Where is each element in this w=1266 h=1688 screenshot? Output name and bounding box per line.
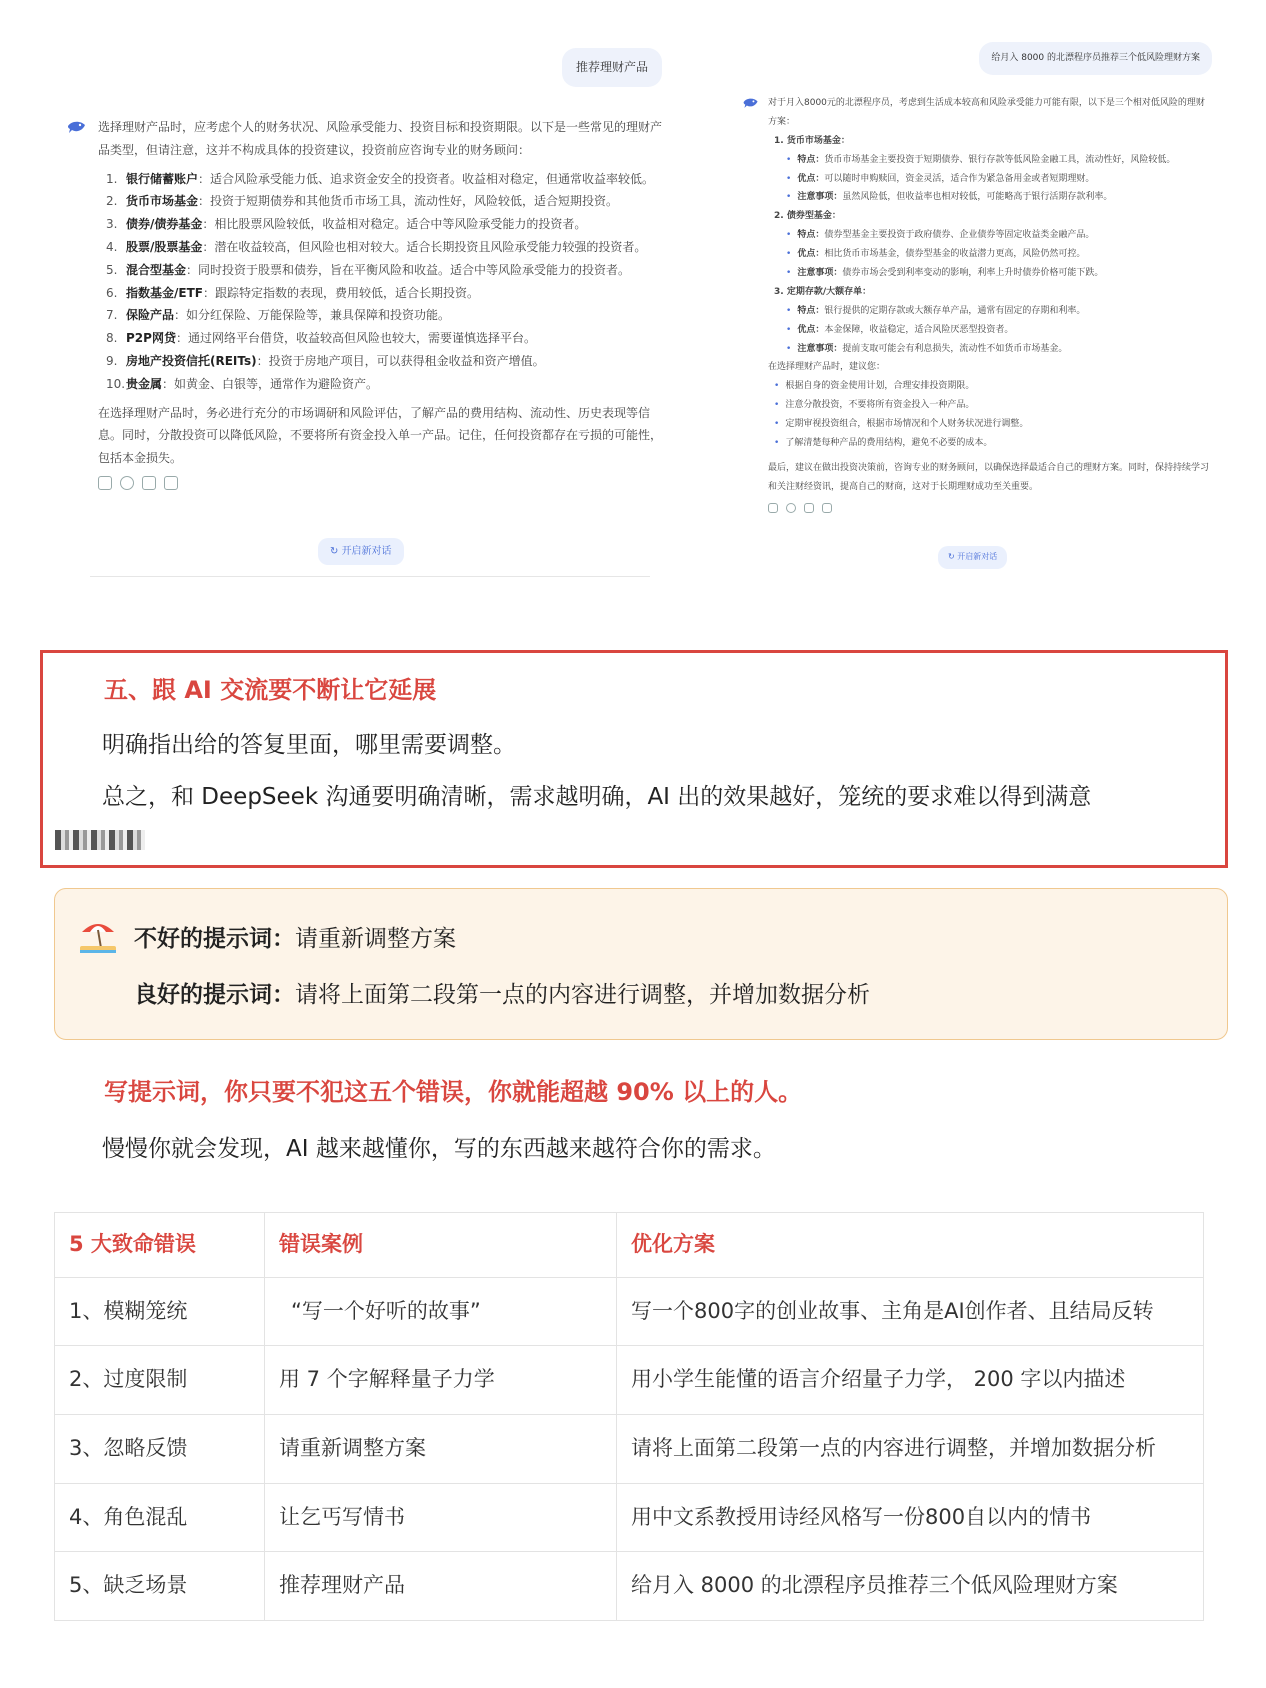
summary-headline: 写提示词，你只要不犯这五个错误，你就能超越 90% 以上的人。 [104, 1078, 803, 1106]
advice-list [768, 377, 1212, 453]
item-content [126, 282, 479, 305]
table-cell: 请重新调整方案 [265, 1415, 617, 1484]
plan-title: 2. 债券型基金： [774, 211, 841, 222]
list-item: • 了解清楚每种产品的费用结构，避免不必要的成本。 [774, 434, 1212, 453]
blurred-text [55, 830, 145, 850]
thumbs-down-icon[interactable] [822, 503, 832, 513]
item-number: 10. [106, 376, 126, 391]
list-item [106, 282, 666, 305]
list-item [106, 373, 666, 396]
list-item [786, 188, 1212, 207]
item-number: 4. [106, 239, 118, 254]
item-text: ：如黄金、白银等，通常作为避险资产。 [162, 376, 379, 391]
plan-block [768, 283, 1212, 359]
point-value: 货币市场基金主要投资于短期债券、银行存款等低风险金融工具，流动性好，风险较低。 [824, 154, 1176, 165]
plan-points [768, 302, 1212, 359]
list-item [106, 190, 666, 213]
point-value: 虽然风险低，但收益率也相对较低，可能略高于银行活期存款利率。 [842, 192, 1113, 203]
regenerate-icon[interactable] [786, 503, 796, 513]
list-item [786, 226, 1212, 245]
advice-intro: 在选择理财产品时，建议您： [768, 362, 886, 373]
table-cell: 写一个800字的创业故事、主角是AI创作者、且结局反转 [617, 1277, 1204, 1346]
list-item [786, 170, 1212, 189]
new-chat-label: 开启新对话 [341, 546, 392, 557]
mistakes-table [54, 1212, 1204, 1621]
list-item [786, 264, 1212, 283]
plan-title: 3. 定期存款/大额存单： [774, 286, 872, 297]
copy-icon[interactable] [768, 503, 778, 513]
whale-logo-icon [66, 116, 88, 138]
item-content [126, 213, 586, 236]
list-item: • 根据自身的资金使用计划，合理安排投资期限。 [774, 377, 1212, 396]
plan-block [768, 132, 1212, 208]
list-item: • 注意分散投资，不要将所有资金投入一种产品。 [774, 396, 1212, 415]
point-value: 相比货币市场基金，债券型基金的收益潜力更高，风险仍然可控。 [824, 249, 1086, 260]
item-title: 股票/股票基金 [126, 239, 203, 254]
thumbs-down-icon[interactable] [164, 476, 178, 490]
message-actions [768, 503, 1212, 513]
table-cell: 1、模糊笼统 [55, 1277, 265, 1346]
list-item [786, 321, 1212, 340]
summary-line: 慢慢你就会发现，AI 越来越懂你，写的东西越来越符合你的需求。 [102, 1136, 776, 1162]
refresh-icon: ↻ [948, 552, 958, 561]
item-content [126, 327, 536, 350]
item-number: 5. [106, 262, 118, 277]
new-chat-button[interactable] [318, 538, 404, 565]
point-key: 特点： [797, 154, 825, 165]
bot-response [66, 116, 666, 490]
list-item: • 定期审视投资组合，根据市场情况和个人财务状况进行调整。 [774, 415, 1212, 434]
item-title: 混合型基金 [126, 262, 187, 277]
tip-box [54, 888, 1228, 1040]
item-content [126, 190, 618, 213]
point-key: 特点： [797, 230, 825, 241]
bad-prompt-text: 请重新调整方案 [295, 926, 456, 952]
table-row [55, 1415, 1204, 1484]
item-title: 债券/债券基金 [126, 217, 203, 232]
point-value: 银行提供的定期存款或大额存单产品，通常有固定的存期和利率。 [824, 305, 1086, 316]
point-key: 注意事项： [797, 343, 843, 354]
table-row [55, 1552, 1204, 1621]
plan-list [768, 132, 1212, 359]
thumbs-up-icon[interactable] [142, 476, 156, 490]
item-content [126, 236, 646, 259]
message-actions [98, 476, 666, 490]
divider [90, 576, 650, 577]
item-number: 7. [106, 308, 118, 323]
thumbs-up-icon[interactable] [804, 503, 814, 513]
point-value: 债券市场会受到利率变动的影响，利率上升时债券价格可能下跌。 [842, 268, 1104, 279]
table-cell: 用小学生能懂的语言介绍量子力学， 200 字以内描述 [617, 1346, 1204, 1415]
copy-icon[interactable] [98, 476, 112, 490]
bot-outro: 最后，建议在做出投资决策前，咨询专业的财务顾问，以确保选择最适合自己的理财方案。同时，保持持续学习和关注财经资讯，提高自己的财商，这对于长期理财成功至关重要。 [768, 462, 1210, 492]
item-number: 9. [106, 353, 118, 368]
list-item [786, 302, 1212, 321]
item-text: ：投资于短期债券和其他货币市场工具，流动性好，风险较低，适合短期投资。 [198, 194, 619, 209]
point-key: 优点： [797, 173, 825, 184]
table-cell: 5、缺乏场景 [55, 1552, 265, 1621]
beach-umbrella-icon [78, 914, 118, 954]
item-title: 货币市场基金 [126, 194, 199, 209]
good-prompt [134, 976, 870, 1009]
item-text: ：跟踪特定指数的表现，费用较低，适合长期投资。 [202, 285, 479, 300]
plan-title: 1. 货币市场基金： [774, 135, 850, 146]
item-content [126, 373, 378, 396]
good-prompt-text: 请将上面第二段第一点的内容进行调整，并增加数据分析 [295, 982, 870, 1008]
new-chat-label: 开启新对话 [957, 552, 998, 561]
item-text: ：投资于房地产项目，可以获得租金收益和资产增值。 [256, 353, 545, 368]
table-row [55, 1277, 1204, 1346]
item-text: ：适合风险承受能力低、追求资金安全的投资者。收益相对稳定，但通常收益率较低。 [198, 171, 655, 186]
table-row [55, 1483, 1204, 1552]
table-cell: 请将上面第二段第一点的内容进行调整，并增加数据分析 [617, 1415, 1204, 1484]
item-content [126, 350, 545, 373]
item-title: 贵金属 [126, 376, 163, 391]
header-example: 错误案例 [265, 1213, 617, 1278]
point-key: 注意事项： [797, 192, 843, 203]
item-content [126, 304, 450, 327]
bot-response [742, 94, 1212, 513]
list-item [786, 151, 1212, 170]
list-item [106, 259, 666, 282]
item-number: 1. [106, 171, 118, 186]
item-text: ：通过网络平台借贷，收益较高但风险也较大，需要谨慎选择平台。 [175, 331, 536, 346]
section-line-2: 总之，和 DeepSeek 沟通要明确清晰，需求越明确，AI 出的效果越好，笼统的要求难以得到满意 [102, 784, 1092, 810]
item-title: P2P网贷 [126, 331, 176, 346]
item-text: ：潜在收益较高，但风险也相对较大。适合长期投资且风险承受能力较强的投资者。 [202, 239, 647, 254]
item-number: 3. [106, 217, 118, 232]
item-number: 2. [106, 194, 118, 209]
item-text: ：如分红保险、万能保险等，兼具保障和投资功能。 [174, 308, 451, 323]
list-item [106, 213, 666, 236]
bot-outro: 在选择理财产品时，务必进行充分的市场调研和风险评估，了解产品的费用结构、流动性、历史表现等信息。同时，分散投资可以降低风险，不要将所有资金投入单一产品。记住，任何投资都存在亏损的可能性，包括本金损失。 [98, 405, 663, 466]
point-key: 注意事项： [797, 268, 843, 279]
refresh-icon: ↻ [330, 546, 342, 557]
product-list [98, 168, 666, 396]
item-content [126, 259, 630, 282]
list-item [106, 236, 666, 259]
item-number: 8. [106, 331, 118, 346]
point-value: 可以随时申购赎回，资金灵活，适合作为紧急备用金或者短期理财。 [824, 173, 1095, 184]
plan-points [768, 226, 1212, 283]
item-text: ：同时投资于股票和债券，旨在平衡风险和收益。适合中等风险承受能力的投资者。 [186, 262, 631, 277]
point-key: 优点： [797, 324, 825, 335]
item-text: ：相比股票风险较低，收益相对稳定。适合中等风险承受能力的投资者。 [202, 217, 587, 232]
table-cell: 用中文系教授用诗经风格写一份800自以内的情书 [617, 1483, 1204, 1552]
table-cell: 用 7 个字解释量子力学 [265, 1346, 617, 1415]
point-value: 提前支取可能会有利息损失，流动性不如货币市场基金。 [842, 343, 1068, 354]
new-chat-button[interactable] [938, 546, 1007, 569]
item-title: 银行储蓄账户 [126, 171, 199, 186]
plan-points [768, 151, 1212, 208]
table-header-row [55, 1213, 1204, 1278]
whale-logo-icon [742, 94, 760, 112]
point-key: 特点： [797, 305, 825, 316]
table-cell: 让乞丐写情书 [265, 1483, 617, 1552]
table-row [55, 1346, 1204, 1415]
bad-prompt [134, 920, 456, 953]
list-item [106, 168, 666, 191]
table-cell: 4、角色混乱 [55, 1483, 265, 1552]
header-mistake: 5 大致命错误 [55, 1213, 265, 1278]
item-title: 房地产投资信托(REITs) [126, 353, 257, 368]
regenerate-icon[interactable] [120, 476, 134, 490]
point-value: 债券型基金主要投资于政府债券、企业债券等固定收益类金融产品。 [824, 230, 1095, 241]
plan-block [768, 207, 1212, 283]
item-number: 6. [106, 285, 118, 300]
point-key: 优点： [797, 249, 825, 260]
table-cell: 2、过度限制 [55, 1346, 265, 1415]
point-value: 本金保障，收益稳定，适合风险厌恶型投资者。 [824, 324, 1014, 335]
table-cell: 给月入 8000 的北漂程序员推荐三个低风险理财方案 [617, 1552, 1204, 1621]
list-item [786, 245, 1212, 264]
table-cell: 推荐理财产品 [265, 1552, 617, 1621]
user-message-bubble: 推荐理财产品 [562, 48, 662, 87]
bad-prompt-label: 不好的提示词： [134, 926, 295, 952]
item-title: 保险产品 [126, 308, 175, 323]
good-prompt-label: 良好的提示词： [134, 982, 295, 1008]
bot-intro: 对于月入8000元的北漂程序员，考虑到生活成本较高和风险承受能力可能有限，以下是三个相对低风险的理财方案： [768, 98, 1205, 127]
header-solution: 优化方案 [617, 1213, 1204, 1278]
table-cell: 3、忽略反馈 [55, 1415, 265, 1484]
list-item [106, 350, 666, 373]
section-title: 五、跟 AI 交流要不断让它延展 [104, 676, 437, 704]
user-message-bubble: 给月入 8000 的北漂程序员推荐三个低风险理财方案 [979, 42, 1212, 75]
bot-intro: 选择理财产品时，应考虑个人的财务状况、风险承受能力、投资目标和投资期限。以下是一些常见的理财产品类型，但请注意，这并不构成具体的投资建议，投资前应咨询专业的财务顾问： [98, 120, 663, 157]
list-item [106, 327, 666, 350]
item-content [126, 168, 654, 191]
list-item [786, 340, 1212, 359]
list-item [106, 304, 666, 327]
item-title: 指数基金/ETF [126, 285, 203, 300]
section-line-1: 明确指出给的答复里面，哪里需要调整。 [102, 732, 516, 758]
table-cell: “写一个好听的故事” [265, 1277, 617, 1346]
